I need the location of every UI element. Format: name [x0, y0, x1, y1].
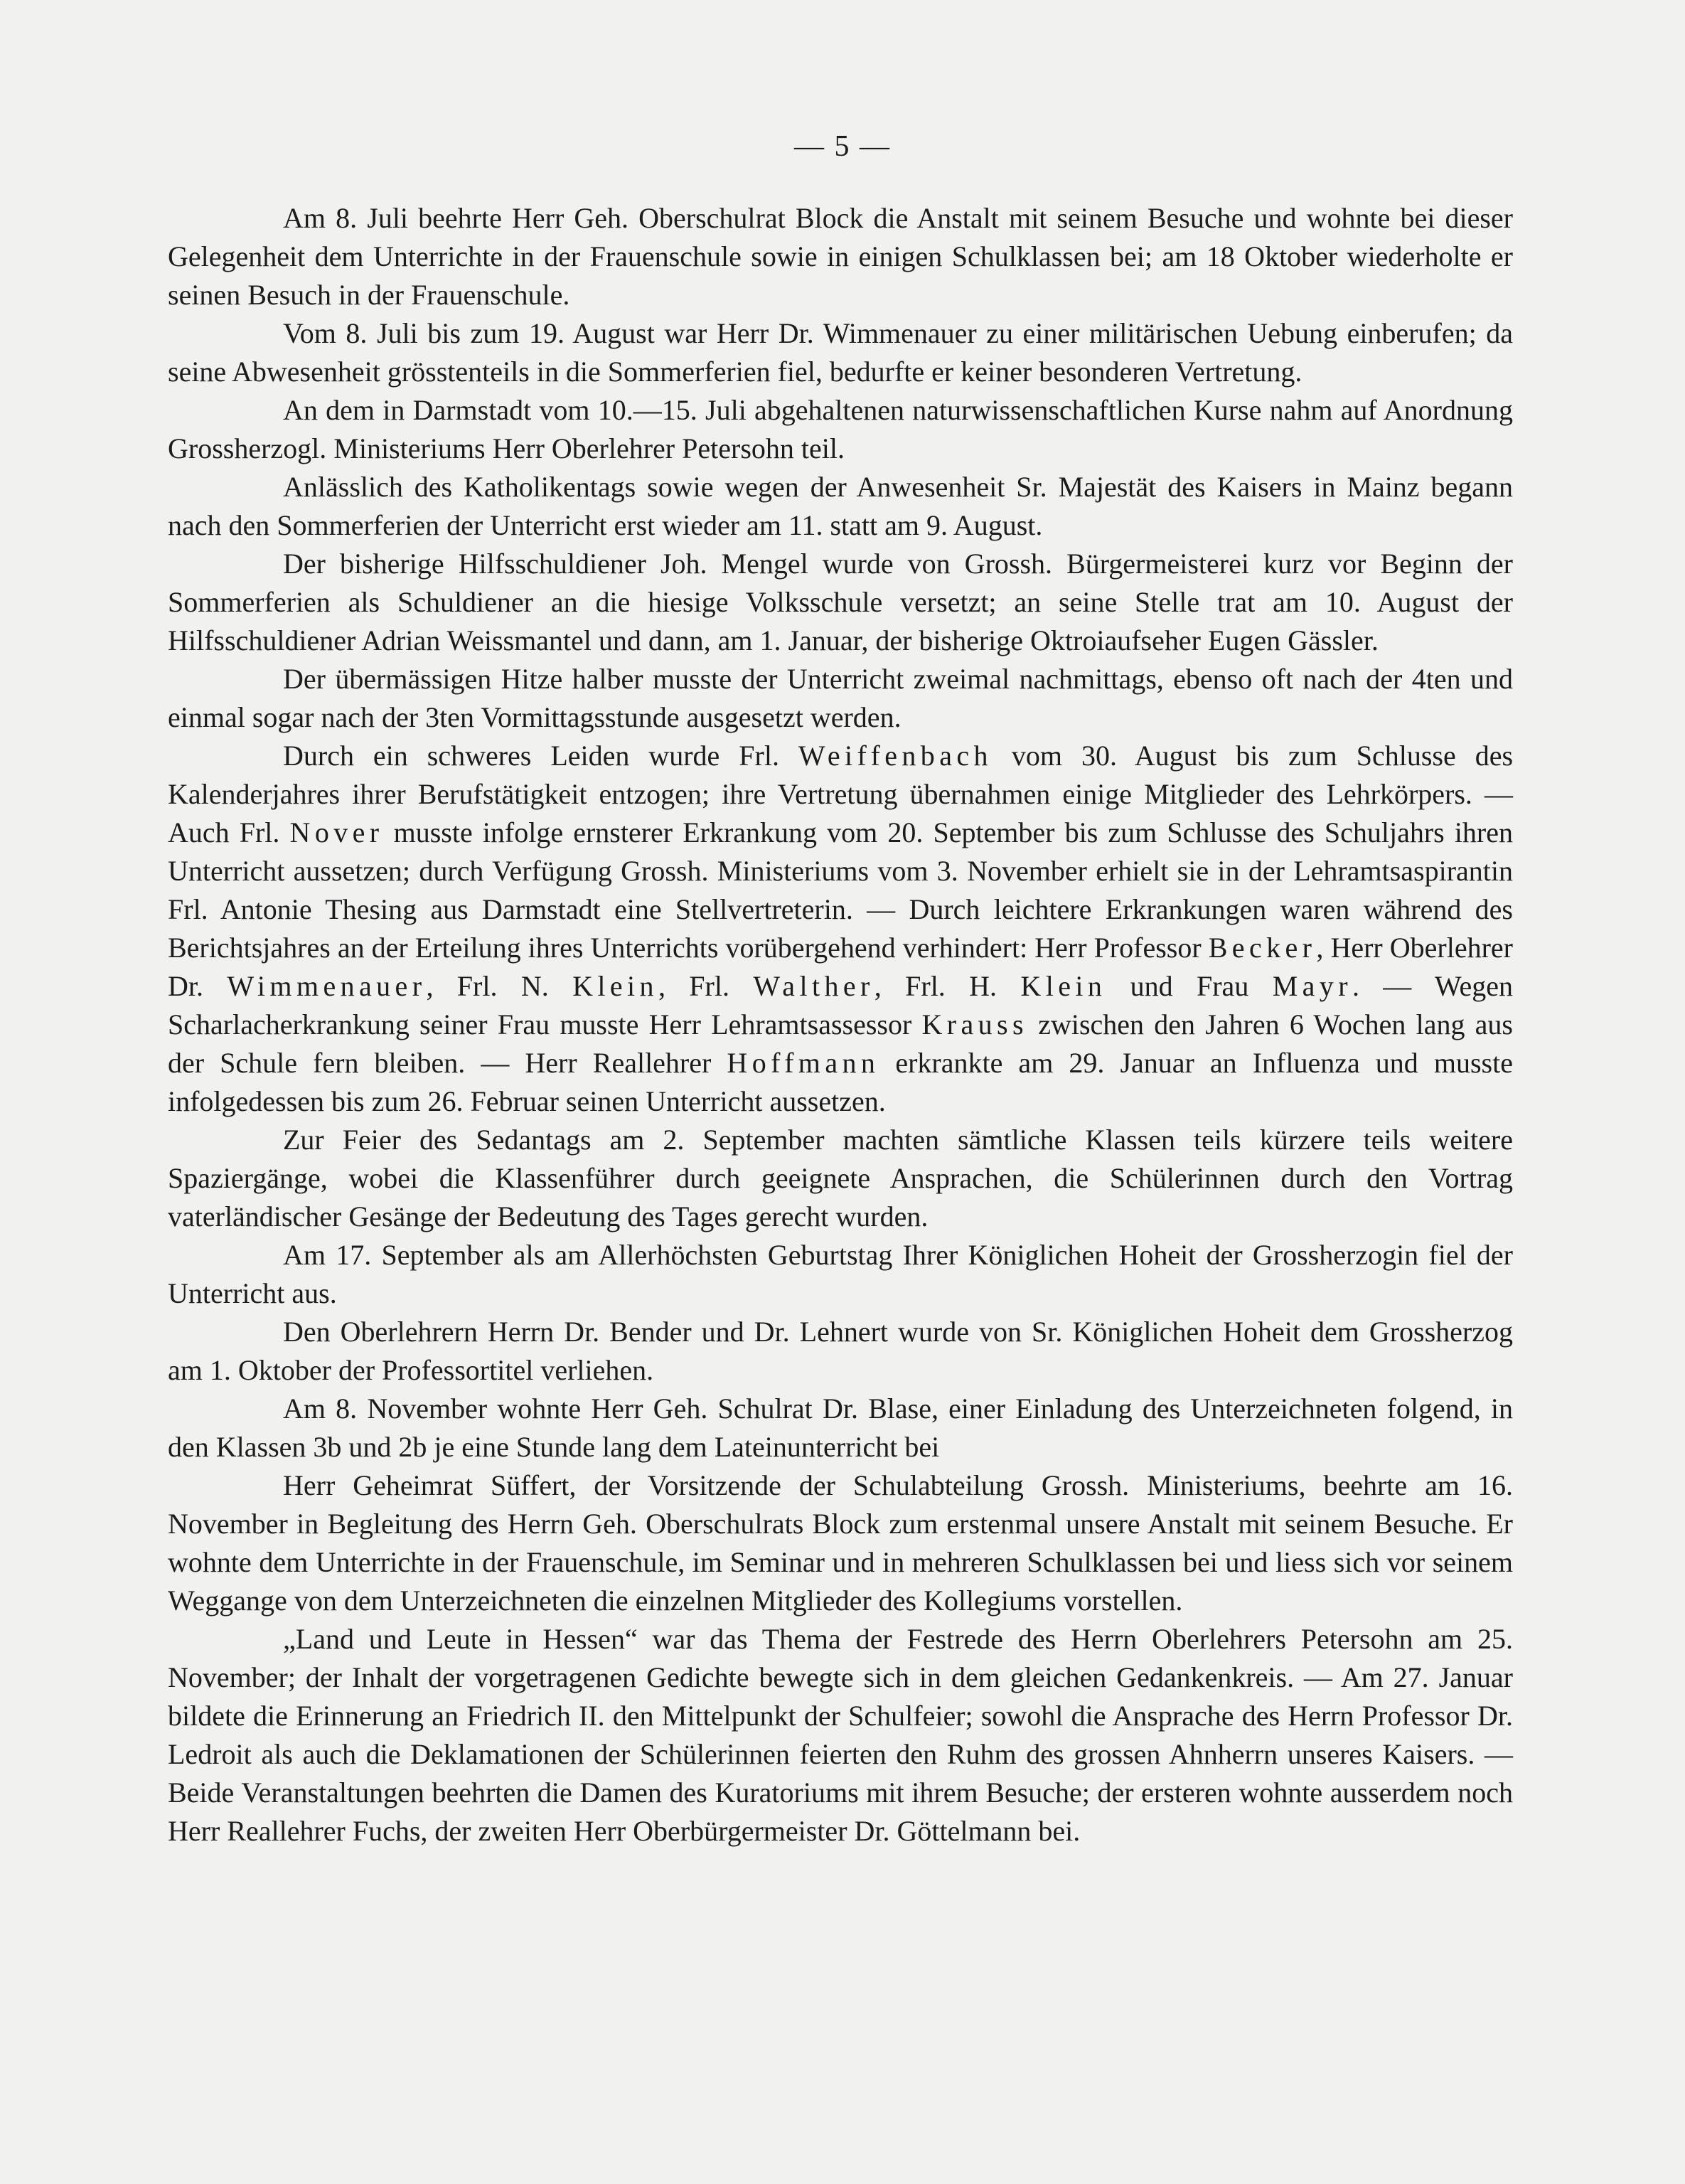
text-run: , Frl. H.: [874, 970, 1021, 1002]
text-run: Anlässlich des Katholikentags sowie wegen der Anwesenheit Sr. Majestät des Kaisers in Mainz begann nach den Sommerferien der Unterricht erst wieder am 11. statt am 9. August.: [168, 471, 1513, 541]
text-run: vom 30. August bis zum Schlusse des Kalenderjahres ihrer Berufstätigkeit entzogen; ihre Vertretung übernahmen einige Mitglieder des Lehrkörpers. — Auch Frl.: [168, 740, 1514, 848]
paragraph: [168, 468, 1513, 545]
text-run: Am 8. Juli beehrte Herr Geh. Oberschulrat Block die Anstalt mit seinem Besuche und wohnte bei dieser Gelegenheit dem Unterrichte in der Frauenschule sowie in einigen Schulklassen bei; am 18 Oktober wiederholte er seinen Besuch in der Frauenschule.: [168, 202, 1513, 311]
page-number: — 5 —: [794, 130, 891, 163]
text-run: „Land und Leute in Hessen“ war das Thema der Festrede des Herrn Oberlehrers Petersohn am 25. November; der Inhalt der vorgetragenen Gedichte bewegte sich in dem gleichen Gedankenkreis. — Am 27. Januar bildete die Erinnerung an Friedrich II. den Mittelpunkt der Schulfeier; sowohl die Ansprache des Herrn Professor Dr. Ledroit als auch die Deklamationen der Schülerinnen feierten den Ruhm des grossen Ahnherrn unseres Kaisers. — Beide Veranstaltungen beehrten die Damen des Kuratoriums mit ihrem Besuche; der ersteren wohnte ausserdem noch Herr Reallehrer Fuchs, der zweiten Herr Oberbürgermeister Dr. Göttelmann bei.: [168, 1623, 1513, 1847]
text-run: . — Wegen Scharlacherkrankung seiner Frau musste Herr Lehramtsassessor: [168, 970, 1513, 1040]
text-run: Der bisherige Hilfsschuldiener Joh. Mengel wurde von Grossh. Bürgermeisterei kurz vor Beginn der Sommerferien als Schuldiener an die hiesige Volksschule versetzt; an seine Stelle trat am 10. August der Hilfsschuldiener Adrian Weissmantel und dann, am 1. Januar, der bisherige Oktroiaufseher Eugen Gässler.: [168, 548, 1513, 656]
text-run: , Frl. N.: [426, 970, 573, 1002]
text-run: Den Oberlehrern Herrn Dr. Bender und Dr. Lehnert wurde von Sr. Königlichen Hoheit dem Grossherzog am 1. Oktober der Professortitel verliehen.: [168, 1316, 1513, 1386]
text-run: musste infolge ernsterer Erkrankung vom 20. September bis zum Schlusse des Schuljahrs ihren Unterricht aussetzen; durch Verfügung Grossh. Ministeriums vom 3. November erhielt sie in der Lehramtsaspirantin Frl. Antonie Thesing aus Darmstadt eine Stellvertreterin. — Durch leichtere Erkrankungen waren während des Berichtsjahres an der Erteilung ihres Unterrichts vorübergehend verhindert: Herr Professor: [168, 816, 1514, 964]
paragraph: [168, 737, 1513, 1121]
spaced-name: Nover: [289, 816, 384, 848]
paragraph: [168, 545, 1513, 660]
text-run: Der übermässigen Hitze halber musste der Unterricht zweimal nachmittags, ebenso oft nach der 4ten und einmal sogar nach der 3ten Vormittagsstunde ausgesetzt werden.: [168, 663, 1513, 733]
spaced-name: Klein: [1020, 970, 1107, 1002]
text-run: , Frl.: [658, 970, 754, 1002]
text-run: Zur Feier des Sedantags am 2. September machten sämtliche Klassen teils kürzere teils weitere Spaziergänge, wobei die Klassenführer durch geeignete Ansprachen, die Schülerinnen durch den Vortrag vaterländischer Gesänge der Bedeutung des Tages gerecht wurden.: [168, 1124, 1513, 1232]
spaced-name: Weiffenbach: [798, 740, 993, 772]
paragraph: [168, 199, 1513, 314]
paragraph: [168, 1466, 1513, 1620]
spaced-name: Hoffmann: [727, 1047, 880, 1079]
paragraph: [168, 1620, 1513, 1850]
paragraph: [168, 314, 1513, 391]
paragraph: [168, 1121, 1513, 1236]
paragraph: [168, 391, 1513, 468]
text-run: Vom 8. Juli bis zum 19. August war Herr Dr. Wimmenauer zu einer militärischen Uebung einberufen; da seine Abwesenheit grösstenteils in die Sommerferien fiel, bedurfte er keiner besonderen Vertretung.: [168, 317, 1513, 388]
paragraph: [168, 1313, 1513, 1390]
text-run: Herr Geheimrat Süffert, der Vorsitzende der Schulabteilung Grossh. Ministeriums, beehrte am 16. November in Begleitung des Herrn Geh. Oberschulrats Block zum erstenmal unsere Anstalt mit seinem Besuche. Er wohnte dem Unterrichte in der Frauenschule, im Seminar und in mehreren Schulklassen bei und liess sich vor seinem Weggange von dem Unterzeichneten die einzelnen Mitglieder des Kollegiums vorstellen.: [168, 1469, 1513, 1616]
text-run: Am 17. September als am Allerhöchsten Geburtstag Ihrer Königlichen Hoheit der Grossherzogin fiel der Unterricht aus.: [168, 1239, 1513, 1309]
spaced-name: Krauss: [921, 1008, 1028, 1040]
spaced-name: Klein: [572, 970, 658, 1002]
text-run: zwischen den Jahren 6 Wochen lang aus der Schule fern bleiben. — Herr Reallehrer: [168, 1008, 1513, 1079]
text-run: Am 8. November wohnte Herr Geh. Schulrat Dr. Blase, einer Einladung des Unterzeichneten folgend, in den Klassen 3b und 2b je eine Stunde lang dem Lateinunterricht bei: [168, 1392, 1513, 1463]
paragraph: [168, 660, 1513, 737]
text-run: , Herr Oberlehrer Dr.: [168, 932, 1513, 1002]
text-run: Durch ein schweres Leiden wurde Frl.: [283, 740, 798, 772]
text-run: An dem in Darmstadt vom 10.—15. Juli abgehaltenen naturwissenschaftlichen Kurse nahm auf Anordnung Grossherzogl. Ministeriums Herr Oberlehrer Petersohn teil.: [168, 394, 1513, 464]
spaced-name: Walther: [753, 970, 874, 1002]
text-run: und Frau: [1106, 970, 1273, 1002]
spaced-name: Becker: [1208, 932, 1317, 964]
paragraph: [168, 1390, 1513, 1466]
text-run: erkrankte am 29. Januar an Influenza und musste infolgedessen bis zum 26. Februar seinen Unterricht aussetzen.: [168, 1047, 1513, 1117]
paragraph: [168, 1236, 1513, 1313]
body-text: [168, 199, 1513, 1850]
spaced-name: Wimmenauer: [227, 970, 427, 1002]
spaced-name: Mayr: [1272, 970, 1352, 1002]
